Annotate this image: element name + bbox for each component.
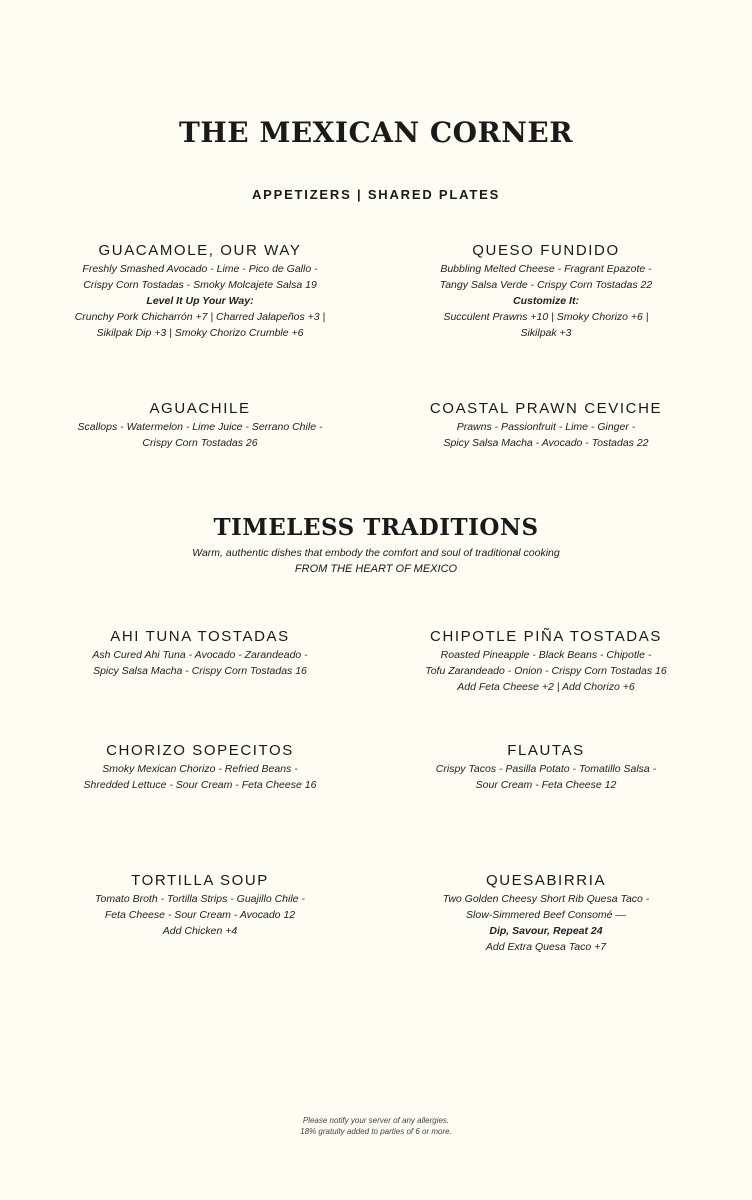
item-description: Scallops - Watermelon - Lime Juice - Serrano Chile -	[77, 421, 323, 433]
allergy-notice	[0, 1115, 752, 1137]
menu-item-quesabirria	[381, 873, 711, 955]
item-description: Freshly Smashed Avocado - Lime - Pico de Gallo -	[82, 263, 318, 275]
item-name: AGUACHILE	[149, 400, 251, 417]
menu-item-flautas	[381, 743, 711, 793]
gratuity-notice-line: 18% gratuity added to parties of 6 or more.	[300, 1127, 452, 1136]
item-description: Crispy Corn Tostadas - Smoky Molcajete Salsa 19	[83, 279, 317, 291]
item-description: Smoky Mexican Chorizo - Refried Beans -	[102, 763, 298, 775]
item-description: Ash Cured Ahi Tuna - Avocado - Zarandeado -	[92, 649, 308, 661]
menu-item-aguachile	[35, 401, 365, 451]
item-addons: Crunchy Pork Chicharrón +7 | Charred Jalapeños +3 |	[74, 311, 326, 323]
item-name: CHORIZO SOPECITOS	[106, 742, 294, 759]
restaurant-title: THE MEXICAN CORNER	[178, 116, 574, 149]
item-description: Two Golden Cheesy Short Rib Quesa Taco -	[442, 893, 650, 905]
item-name: COASTAL PRAWN CEVICHE	[429, 400, 663, 417]
item-description: Bubbling Melted Cheese - Fragrant Epazote -	[440, 263, 652, 275]
menu-item-prawn-ceviche	[381, 401, 711, 451]
item-description: Tofu Zarandeado - Onion - Crispy Corn Tostadas 16	[425, 665, 667, 677]
item-description: Shredded Lettuce - Sour Cream - Feta Cheese 16	[83, 779, 317, 791]
item-addons: Add Chicken +4	[162, 925, 238, 937]
item-name: AHI TUNA TOSTADAS	[110, 628, 290, 645]
menu-item-queso-fundido	[381, 243, 711, 341]
item-name: QUESO FUNDIDO	[472, 242, 620, 259]
item-addons: Succulent Prawns +10 | Smoky Chorizo +6 |	[443, 311, 649, 323]
item-description: Prawns - Passionfruit - Lime - Ginger -	[456, 421, 636, 433]
item-addons: Sikilpak +3	[520, 327, 572, 339]
menu-item-ahi-tuna-tostadas	[35, 629, 365, 679]
menu-item-tortilla-soup	[35, 873, 365, 939]
item-name: QUESABIRRIA	[485, 872, 607, 889]
item-name: TORTILLA SOUP	[131, 872, 269, 889]
item-description: Spicy Salsa Macha - Crispy Corn Tostadas 16	[93, 665, 307, 677]
traditions-description-text: Warm, authentic dishes that embody the comfort and soul of traditional cooking	[192, 547, 560, 559]
item-description: Crispy Tacos - Pasilla Potato - Tomatillo Salsa -	[435, 763, 657, 775]
item-addons: Add Extra Quesa Taco +7	[485, 941, 607, 953]
menu-item-guacamole	[35, 243, 365, 341]
menu-item-chipotle-pina-tostadas	[381, 629, 711, 695]
item-addons-heading: Level It Up Your Way:	[146, 295, 254, 307]
item-description: Roasted Pineapple - Black Beans - Chipotle -	[440, 649, 652, 661]
item-description: Tangy Salsa Verde - Crispy Corn Tostadas 22	[439, 279, 653, 291]
item-tagline: Dip, Savour, Repeat 24	[489, 925, 603, 937]
item-description: Feta Cheese - Sour Cream - Avocado 12	[104, 909, 296, 921]
menu-item-chorizo-sopecitos	[35, 743, 365, 793]
item-name: CHIPOTLE PIÑA TOSTADAS	[430, 628, 662, 645]
item-description: Tomato Broth - Tortilla Strips - Guajillo Chile -	[95, 893, 305, 905]
appetizers-heading: APPETIZERS | SHARED PLATES	[251, 187, 501, 202]
item-addons-heading: Customize It:	[513, 295, 579, 307]
item-description: Spicy Salsa Macha - Avocado - Tostadas 22	[443, 437, 649, 449]
allergy-notice-line: Please notify your server of any allergies.	[302, 1116, 450, 1125]
item-description: Slow-Simmered Beef Consomé —	[466, 909, 626, 921]
item-description: Crispy Corn Tostadas 26	[142, 437, 258, 449]
traditions-description	[0, 545, 752, 577]
traditions-heading: TIMELESS TRADITIONS	[213, 514, 539, 541]
item-addons: Sikilpak Dip +3 | Smoky Chorizo Crumble +6	[96, 327, 304, 339]
item-name: FLAUTAS	[507, 742, 585, 759]
traditions-description-caps: FROM THE HEART OF MEXICO	[294, 563, 458, 575]
item-description: Sour Cream - Feta Cheese 12	[475, 779, 617, 791]
item-name: GUACAMOLE, OUR WAY	[98, 242, 302, 259]
item-addons: Add Feta Cheese +2 | Add Chorizo +6	[457, 681, 635, 693]
